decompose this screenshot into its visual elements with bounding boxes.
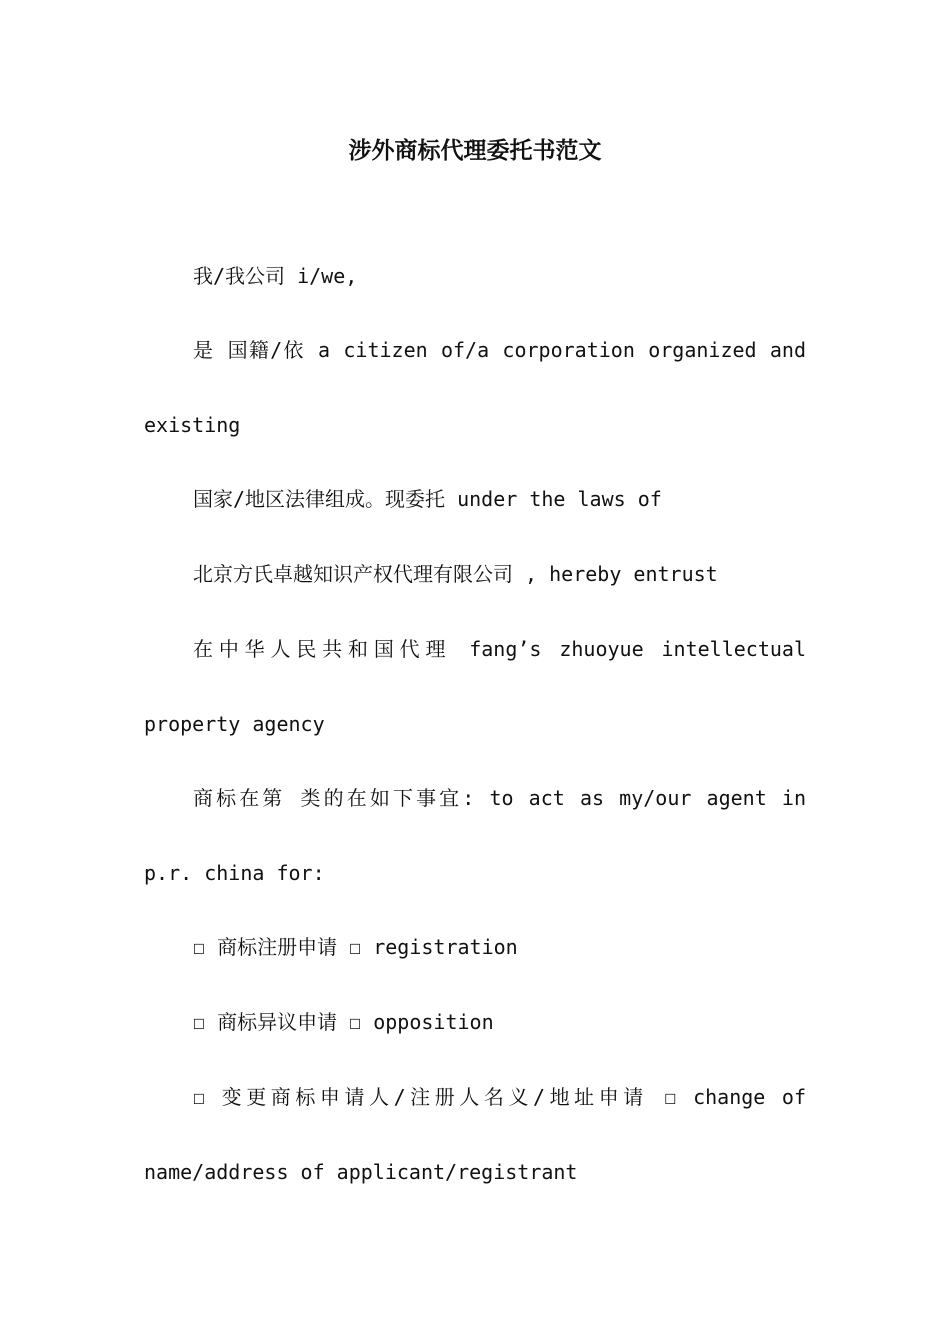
paragraph-agency-name: 北京方氏卓越知识产权代理有限公司 , hereby entrust bbox=[193, 562, 718, 586]
checkbox-opposition: ☐ 商标异议申请 ☐ opposition bbox=[193, 1010, 494, 1034]
paragraph-agency-english: 在中华人民共和国代理 fang’s zhuoyue intellectual property agency bbox=[144, 637, 806, 736]
paragraph-applicant: 我/我公司 i/we, bbox=[193, 264, 358, 288]
checkbox-registration: ☐ 商标注册申请 ☐ registration bbox=[193, 935, 518, 959]
checkbox-change-of-name: ☐ 变更商标申请人/注册人名义/地址申请 ☐ change of name/address of applicant/registrant bbox=[144, 1085, 806, 1184]
paragraph-laws: 国家/地区法律组成。现委托 under the laws of bbox=[193, 487, 662, 511]
paragraph-nationality: 是 国籍/依 a citizen of/a corporation organized and existing bbox=[144, 338, 806, 437]
paragraph-scope: 商标在第 类的在如下事宜: to act as my/our agent in p.r. china for: bbox=[144, 786, 806, 885]
document-title: 涉外商标代理委托书范文 bbox=[348, 137, 602, 164]
